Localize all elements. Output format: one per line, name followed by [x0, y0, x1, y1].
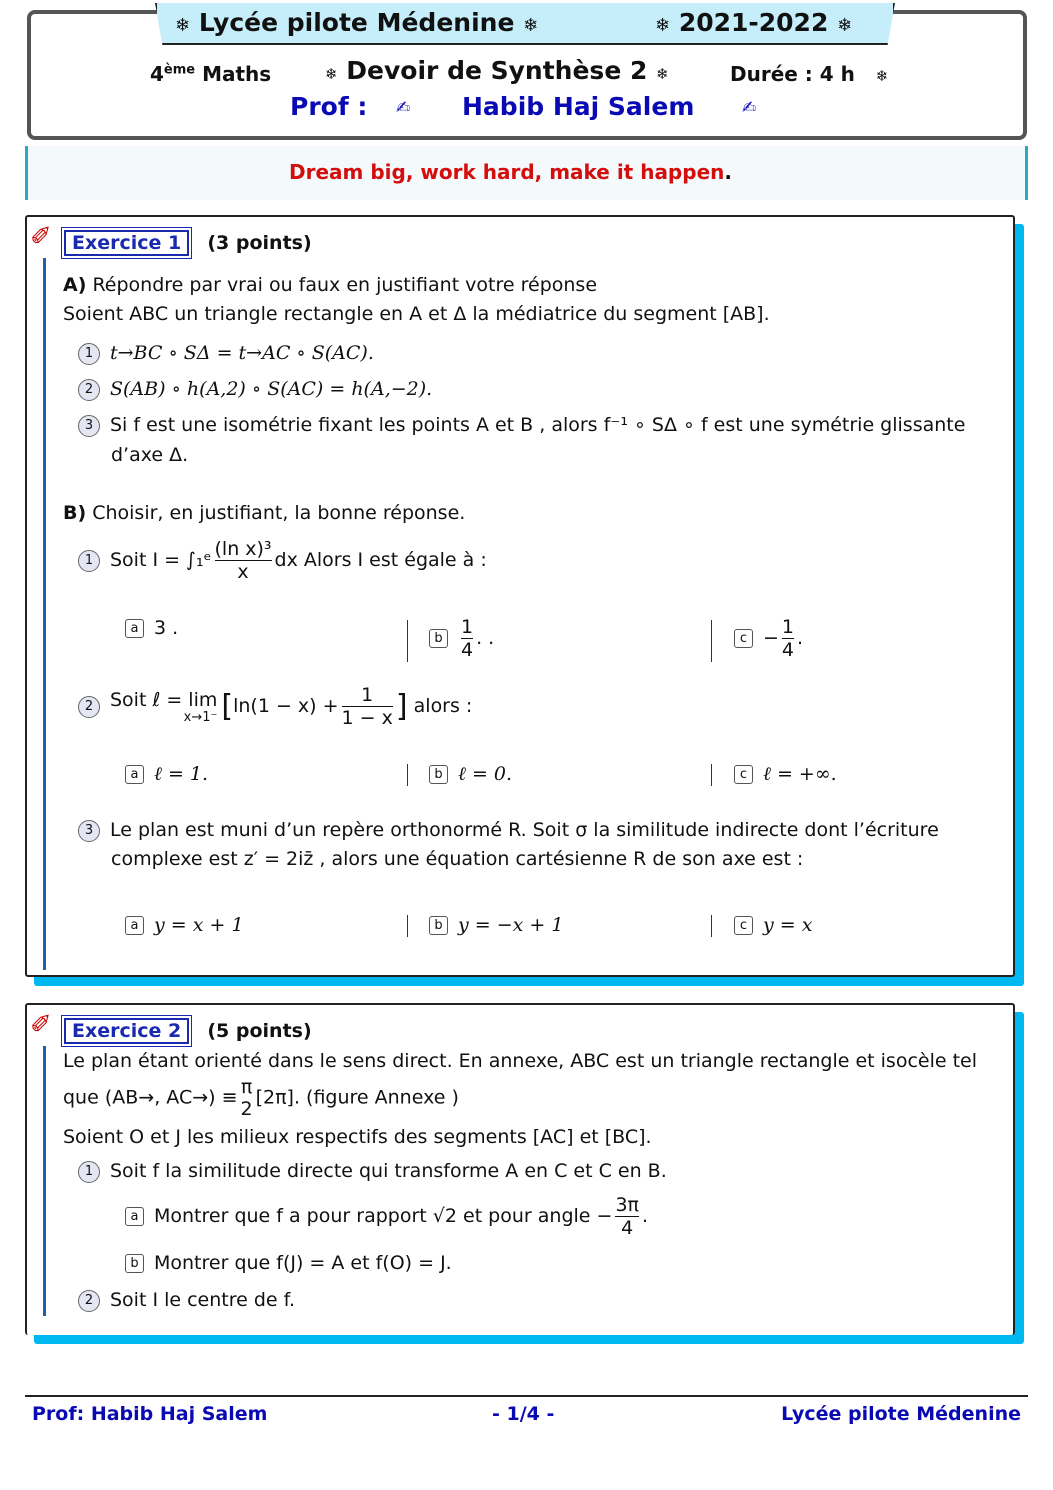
ex2-question-1b: b Montrer que f(J) = A et f(O) = J. — [125, 1252, 452, 1274]
part-a-intro: Soient ABC un triangle rectangle en A et Δ la médiatrice du segment [AB]. — [63, 303, 770, 325]
ex2-question-1a: a Montrer que f a pour rapport √2 et pour angle − $\frac{3\pi}{4}$ . — [125, 1194, 648, 1239]
option-b3-b[interactable]: b y = −x + 1 — [429, 914, 563, 936]
margin-line — [43, 258, 46, 970]
pen-logo-icon: ✐ — [30, 222, 52, 252]
part-a-heading: A) Répondre par vrai ou faux en justifiant votre réponse — [63, 274, 598, 296]
question-b3-cont: complexe est z′ = 2iz̄ , alors une équation cartésienne R de son axe est : — [111, 848, 804, 870]
school-name: ❄ Lycée pilote Médenine ❄ — [175, 8, 539, 37]
question-a3-cont: d’axe Δ. — [111, 444, 189, 466]
exam-title: ❄ Devoir de Synthèse 2 ❄ — [325, 56, 669, 85]
pen-icon: ✍ — [742, 98, 757, 118]
question-b1: 1 Soit I = ∫₁ᵉ $\frac{\text{(ln x)³}}{x}$ dx Alors I est égale à : — [78, 538, 487, 583]
prof-label: Prof : — [290, 92, 368, 121]
question-b3: 3 Le plan est muni d’un repère orthonormé R. Soit σ la similitude indirecte dont l’écriture — [78, 819, 939, 842]
exercise-1-title: Exercice 1 (3 points) — [64, 232, 312, 254]
prof-name: Habib Haj Salem — [462, 92, 695, 121]
footer-right: Lycée pilote Médenine — [781, 1403, 1021, 1425]
ex2-question-1: 1 Soit f la similitude directe qui transforme A en C et C en B. — [78, 1160, 667, 1183]
class-level: 4ème Maths — [150, 62, 272, 86]
footer-rule — [25, 1395, 1028, 1397]
ex2-question-2: 2 Soit I le centre de f. — [78, 1289, 295, 1312]
part-b-heading: B) Choisir, en justifiant, la bonne réponse. — [63, 502, 466, 524]
exam-duration: Durée : 4 h ❄ — [730, 62, 889, 86]
page-number: - 1/4 - — [492, 1403, 555, 1425]
margin-line — [43, 1046, 46, 1316]
school-year: ❄ 2021-2022 ❄ — [655, 8, 853, 37]
ex2-line-3: Soient O et J les milieux respectifs des segments [AC] et [BC]. — [63, 1126, 652, 1148]
pen-logo-icon: ✐ — [30, 1010, 52, 1040]
question-a3: 3 Si f est une isométrie fixant les points A et B , alors f⁻¹ ∘ SΔ ∘ f est une symétrie glissante — [78, 414, 965, 437]
ex2-line-1: Le plan étant orienté dans le sens direct. En annexe, ABC est un triangle rectangle et isocèle tel — [63, 1050, 978, 1072]
footer-left: Prof: Habib Haj Salem — [32, 1403, 268, 1425]
ex2-line-2: que (AB→, AC→) ≡ π 2 [2π]. (figure Annexe ) — [63, 1076, 459, 1120]
option-b3-c[interactable]: c y = x — [734, 914, 812, 936]
option-b2-c[interactable]: c ℓ = +∞. — [734, 763, 837, 786]
question-a2: 2 S(AB) ∘ h(A,2) ∘ S(AC) = h(A,−2). — [78, 378, 432, 401]
option-b3-a[interactable]: a y = x + 1 — [125, 914, 244, 936]
pen-icon: ✍ — [396, 98, 411, 118]
option-b2-b[interactable]: b ℓ = 0. — [429, 763, 512, 786]
option-b1-c[interactable]: c − $\frac{1}{4}$ . — [734, 616, 803, 661]
motto-text: Dream big, work hard, make it happen. — [289, 160, 732, 184]
option-b1-a[interactable]: a 3 . — [125, 617, 178, 639]
option-b2-a[interactable]: a ℓ = 1. — [125, 763, 208, 786]
question-b2: 2 Soit ℓ = lim x→1⁻ [ln(1 − x) + $\frac{1}{1 - x}$ ] alors : — [78, 684, 472, 729]
question-a1: 1 t→BC ∘ SΔ = t→AC ∘ S(AC). — [78, 342, 374, 365]
option-b1-b[interactable]: b $\frac{1}{4}$ . . — [429, 616, 494, 661]
exercise-2-title: Exercice 2 (5 points) — [64, 1020, 312, 1042]
